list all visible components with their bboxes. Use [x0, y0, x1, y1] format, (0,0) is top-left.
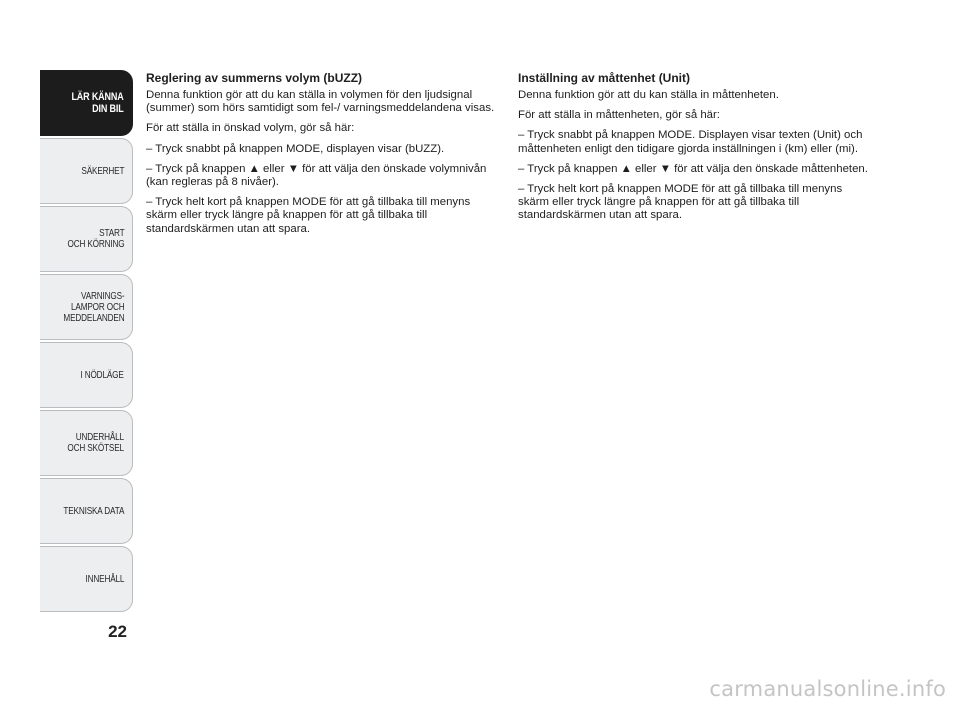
- page-number: 22: [108, 622, 127, 641]
- paragraph: – Tryck på knappen ▲ eller ▼ för att välja den önskade volymnivån (kan regleras på 8 nivåer).: [146, 162, 487, 189]
- paragraph: För att ställa in måttenheten, gör så här:: [518, 109, 720, 122]
- paragraph: – Tryck snabbt på knappen MODE, displayen visar (bUZZ).: [146, 142, 445, 155]
- tab-i-nodlage[interactable]: [40, 342, 133, 408]
- tab-label: LÄR KÄNNA DIN BIL: [71, 91, 124, 115]
- paragraph: För att ställa in önskad volym, gör så här:: [146, 122, 355, 135]
- tab-sakerhet[interactable]: [40, 138, 133, 204]
- paragraph: – Tryck helt kort på knappen MODE för att gå tillbaka till menyns skärm eller tryck längre på knappen för att gå tillbaka till standardskärmen utan att spara.: [518, 183, 843, 222]
- tab-underhall[interactable]: [40, 410, 133, 476]
- tab-varningslampor[interactable]: [40, 274, 133, 340]
- tab-label: TEKNISKA DATA: [63, 505, 124, 517]
- tab-innehall[interactable]: [40, 546, 133, 612]
- tab-label: SÄKERHET: [81, 165, 124, 177]
- tab-label: I NÖDLÄGE: [80, 369, 124, 381]
- paragraph: – Tryck snabbt på knappen MODE. Displayen visar texten (Unit) och måttenheten enligt den tidigare gjorda inställningen i (km) eller (mi).: [518, 129, 863, 155]
- section-heading: Reglering av summerns volym (bUZZ): [146, 71, 363, 85]
- tab-label: VARNINGS- LAMPOR OCH MEDDELANDEN: [62, 290, 124, 324]
- paragraph: Denna funktion gör att du kan ställa in måttenheten.: [518, 89, 779, 101]
- buzzer-volume-section: [146, 71, 498, 243]
- tab-start-och-korning[interactable]: [40, 206, 133, 272]
- paragraph: – Tryck på knappen ▲ eller ▼ för att välja den önskade måttenheten.: [518, 162, 868, 175]
- unit-setting-section: [518, 71, 870, 230]
- tab-label: INNEHÅLL: [85, 573, 124, 585]
- paragraph: – Tryck helt kort på knappen MODE för att gå tillbaka till menyns skärm eller tryck längre på knappen för att gå tillbaka till standardskärmen utan att spara.: [146, 196, 471, 235]
- tab-label: UNDERHÅLL OCH SKÖTSEL: [67, 432, 124, 454]
- section-heading: Inställning av måttenhet (Unit): [518, 71, 691, 85]
- tab-lar-kanna-din-bil[interactable]: [40, 70, 133, 136]
- chapter-tabs: [40, 70, 133, 614]
- paragraph: Denna funktion gör att du kan ställa in volymen för den ljudsignal (summer) som hörs samtidigt som fel-/ varningsmeddelandena visas.: [146, 89, 495, 115]
- tab-label: START OCH KÖRNING: [67, 228, 124, 250]
- tab-tekniska-data[interactable]: [40, 478, 133, 544]
- watermark: carmanualsonline.info: [709, 677, 946, 701]
